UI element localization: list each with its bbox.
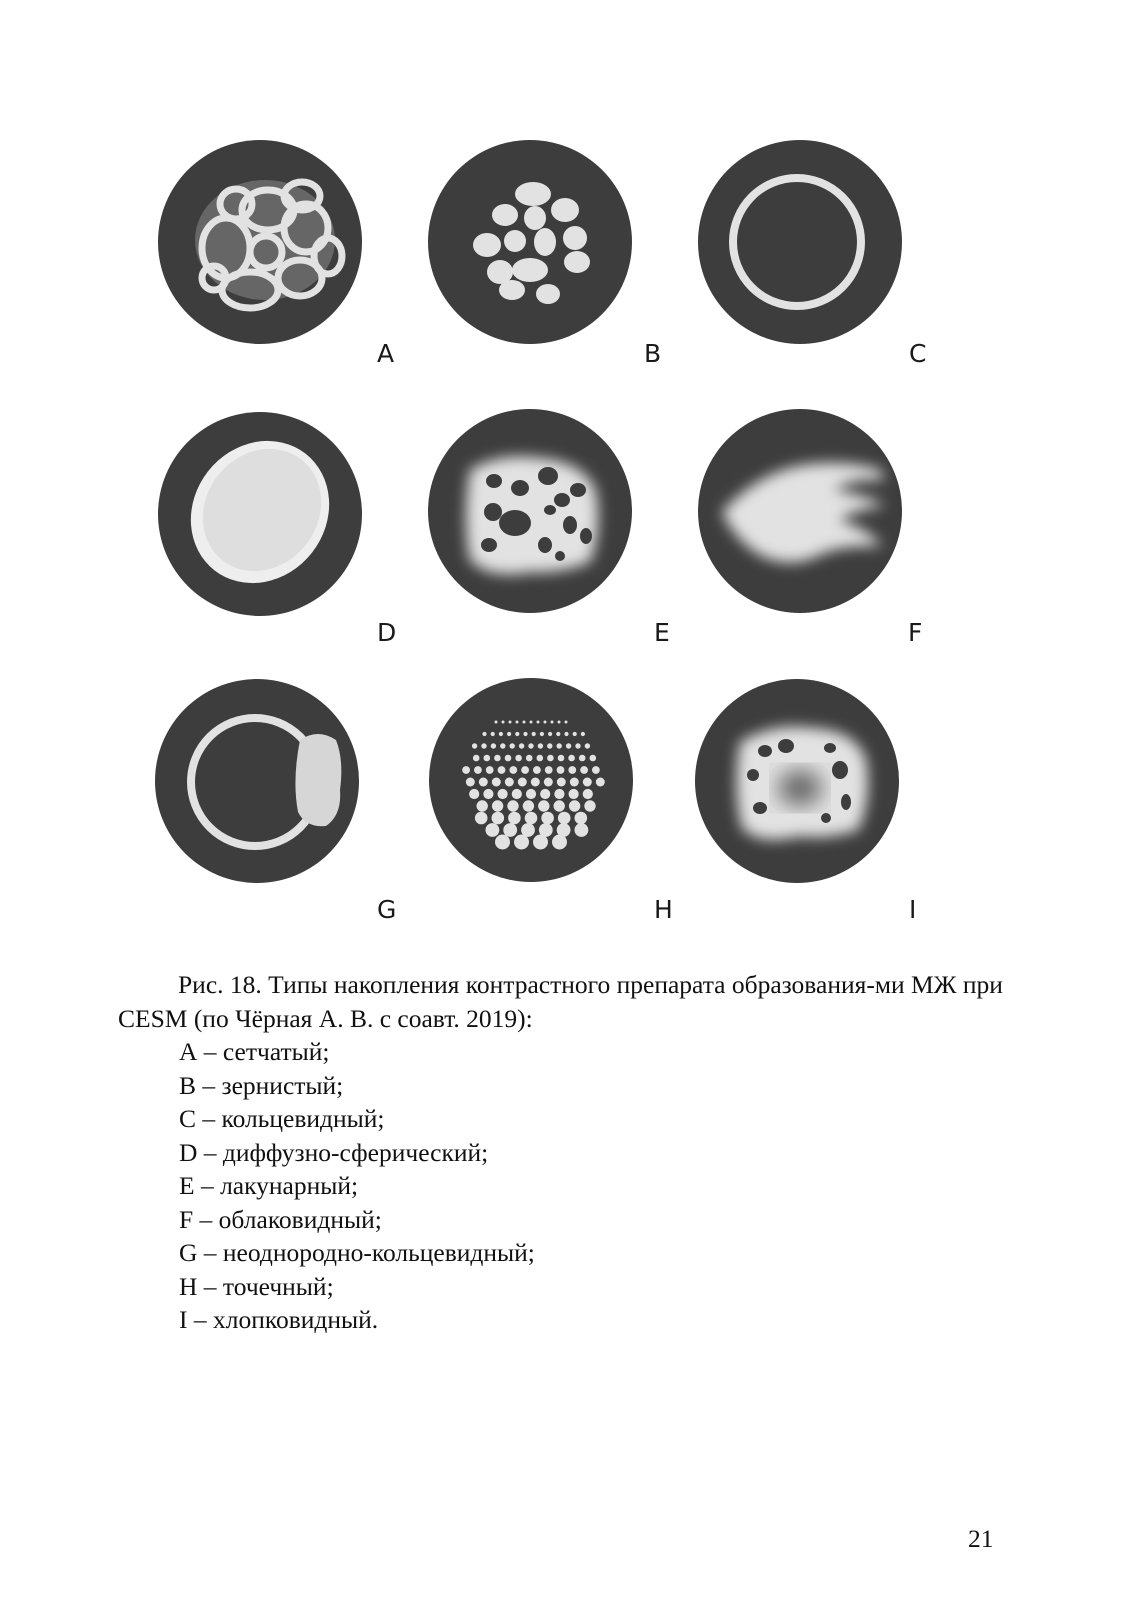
punctate-dot	[473, 755, 480, 762]
punctate-dot	[469, 789, 479, 799]
punctate-dot	[528, 743, 533, 748]
punctate-dot	[516, 721, 519, 724]
punctate-dot	[525, 812, 538, 825]
punctate-dot	[584, 800, 595, 811]
punctate-dot	[503, 823, 517, 837]
punctate-dot	[575, 743, 580, 748]
punctate-dot	[592, 766, 600, 774]
legend-item: I – хлопковидный.	[179, 1305, 379, 1334]
panel-d	[158, 412, 396, 647]
punctate-dot	[538, 800, 549, 811]
punctate-dot	[472, 743, 477, 748]
punctate-dot	[530, 721, 533, 724]
punctate-dot	[590, 755, 597, 762]
punctate-dot	[551, 721, 554, 724]
panel-label: E	[654, 618, 670, 647]
punctate-dot	[519, 743, 524, 748]
punctate-dot	[564, 732, 568, 736]
punctate-dot	[512, 789, 522, 799]
punctate-dot	[556, 732, 560, 736]
punctate-dot	[514, 835, 529, 850]
punctate-dot	[491, 743, 496, 748]
punctate-dot	[583, 789, 593, 799]
punctate-dot	[515, 732, 519, 736]
punctate-dot	[566, 743, 571, 748]
punctate-dot	[505, 755, 512, 762]
punctate-dot	[483, 789, 493, 799]
punctate-dot	[526, 755, 533, 762]
punctate-dot	[462, 766, 470, 774]
punctate-dot	[585, 743, 590, 748]
panel-label: F	[908, 618, 923, 647]
punctate-dot	[510, 743, 515, 748]
punctate-dot	[498, 766, 506, 774]
punctate-dot	[580, 766, 588, 774]
punctate-dot	[521, 766, 529, 774]
panel-i	[695, 679, 916, 924]
legend-item: D – диффузно-сферический;	[179, 1137, 489, 1167]
punctate-dot	[474, 766, 482, 774]
punctate-dot	[569, 789, 579, 799]
punctate-dot	[569, 800, 580, 811]
reticular-icon	[195, 180, 342, 308]
punctate-dot	[509, 766, 517, 774]
punctate-dot	[552, 835, 567, 850]
panel-g	[155, 679, 396, 924]
punctate-dot	[533, 766, 541, 774]
punctate-dot	[545, 766, 553, 774]
punctate-dot	[575, 812, 588, 825]
panel-label: B	[644, 339, 662, 368]
cotton-like-icon	[736, 727, 867, 840]
punctate-dot	[523, 721, 526, 724]
caption-text: Рис. 18. Типы накопления контрастного препарата образования-ми МЖ при CESM (по Чёрная А. В. с соавт. 2019):	[118, 970, 1003, 1033]
punctate-dot	[479, 778, 488, 787]
punctate-dot	[596, 778, 605, 787]
punctate-dot	[486, 766, 494, 774]
punctate-dot	[540, 732, 544, 736]
panel-c	[698, 140, 926, 368]
punctate-dot	[508, 812, 521, 825]
punctate-dot	[505, 778, 514, 787]
punctate-dot	[523, 732, 527, 736]
punctate-dot	[558, 812, 571, 825]
punctate-dot	[583, 778, 592, 787]
page-number: 21	[968, 1524, 994, 1553]
legend-list	[118, 1035, 1008, 1337]
punctate-dot	[507, 732, 511, 736]
punctate-dot	[547, 755, 554, 762]
punctate-dot	[477, 800, 488, 811]
legend-item: G – неоднородно-кольцевидный;	[179, 1238, 535, 1267]
panel-e	[428, 409, 670, 647]
figure-caption	[118, 968, 1008, 1337]
punctate-dot	[526, 789, 536, 799]
legend-item: F – облаковидный;	[179, 1204, 382, 1234]
punctate-dot	[492, 812, 505, 825]
legend-item: Н – точечный;	[179, 1271, 334, 1301]
punctate-dot	[558, 755, 565, 762]
punctate-dot	[523, 800, 534, 811]
legend-item: С – кольцевидный;	[179, 1104, 385, 1133]
punctate-dot	[537, 755, 544, 762]
punctate-dot	[544, 778, 553, 787]
panel-label: G	[377, 895, 397, 924]
punctate-dot	[573, 732, 577, 736]
panel-label: D	[377, 618, 397, 647]
punctate-dot	[500, 743, 505, 748]
punctate-dot	[498, 789, 508, 799]
punctate-dot	[565, 721, 568, 724]
panel-label: I	[909, 895, 917, 924]
punctate-dot	[557, 743, 562, 748]
punctate-dot	[491, 732, 495, 736]
punctate-dot	[482, 732, 486, 736]
punctate-dot	[494, 755, 501, 762]
panel-f	[698, 409, 922, 647]
punctate-dot	[568, 755, 575, 762]
punctate-dot	[547, 743, 552, 748]
punctate-dot	[537, 721, 540, 724]
punctate-dot	[507, 800, 518, 811]
punctate-dot	[554, 789, 564, 799]
punctate-dot	[579, 755, 586, 762]
punctate-dot	[499, 732, 503, 736]
punctate-dot	[481, 743, 486, 748]
legend-item: В – зернистый;	[179, 1070, 344, 1100]
punctate-dot	[541, 812, 554, 825]
punctate-dot	[581, 732, 585, 736]
panel-label: C	[909, 339, 927, 368]
punctate-dot	[502, 721, 505, 724]
punctate-dot	[495, 721, 498, 724]
punctate-dot	[554, 800, 565, 811]
punctate-dot	[492, 800, 503, 811]
punctate-dot	[484, 755, 491, 762]
punctate-dot	[557, 766, 565, 774]
punctate-dot	[533, 835, 548, 850]
punctate-dot	[538, 743, 543, 748]
panel-label: A	[377, 339, 395, 368]
punctate-dot	[532, 732, 536, 736]
punctate-dot	[540, 789, 550, 799]
panel-h	[429, 678, 673, 924]
punctate-dot	[575, 823, 589, 837]
punctate-dot	[531, 778, 540, 787]
punctate-dot	[509, 721, 512, 724]
panel-b	[428, 140, 661, 368]
panel-label: H	[654, 895, 673, 924]
punctate-dot	[544, 721, 547, 724]
punctate-dot	[475, 812, 488, 825]
punctate-dot	[495, 835, 510, 850]
punctate-dot	[492, 778, 501, 787]
legend-item: А – сетчатый;	[179, 1037, 330, 1066]
punctate-dot	[466, 778, 475, 787]
panel-a	[158, 140, 394, 368]
punctate-dot	[548, 732, 552, 736]
punctate-dot	[515, 755, 522, 762]
punctate-dot	[558, 721, 561, 724]
legend-item: Е – лакунарный;	[179, 1171, 359, 1200]
punctate-dot	[568, 766, 576, 774]
lacunar-icon	[466, 457, 598, 575]
punctate-dot	[557, 778, 566, 787]
punctate-dot	[518, 778, 527, 787]
punctate-dot	[570, 778, 579, 787]
punctate-dot	[486, 823, 500, 837]
